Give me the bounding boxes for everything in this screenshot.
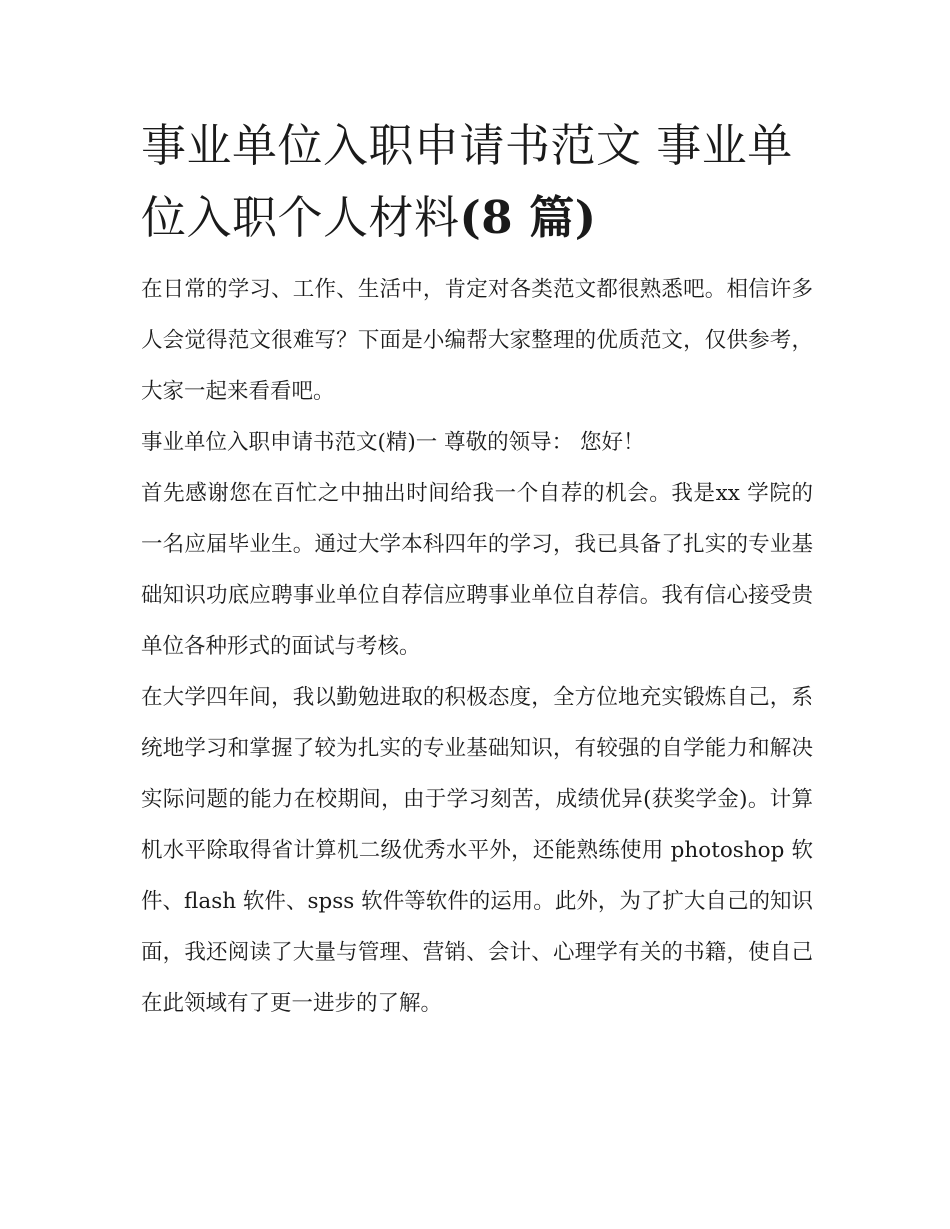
document-page	[141, 110, 813, 1029]
self-introduction-paragraph: 首先感谢您在百忙之中抽出时间给我一个自荐的机会。我是xx 学院的一名应届毕业生。通过大学本科四年的学习，我已具备了扎实的专业基础知识功底应聘事业单位自荐信应聘事业单位自荐信。我有信心接受贵单位各种形式的面试与考核。	[141, 481, 813, 659]
greeting-paragraph: 事业单位入职申请书范文(精)一 尊敬的领导： 您好！	[141, 430, 645, 455]
intro-paragraph: 在日常的学习、工作、生活中，肯定对各类范文都很熟悉吧。相信许多人会觉得范文很难写？下面是小编帮大家整理的优质范文，仅供参考，大家一起来看看吧。	[141, 277, 813, 404]
title-main-text: 事业单位入职申请书范文 事业单位入职个人材料	[141, 119, 793, 244]
title-count-number: (8	[459, 191, 514, 244]
title-count-unit: 篇)	[513, 191, 597, 244]
document-body	[141, 264, 813, 1029]
document-title	[141, 110, 813, 254]
university-experience-paragraph: 在大学四年间，我以勤勉进取的积极态度，全方位地充实锻炼自己，系统地学习和掌握了较为扎实的专业基础知识，有较强的自学能力和解决实际问题的能力在校期间，由于学习刻苦，成绩优异(获奖学金)。计算机水平除取得省计算机二级优秀水平外，还能熟练使用 photoshop 软件、flash 软件、spss 软件等软件的运用。此外，为了扩大自己的知识面，我还阅读了大量与管理、营销、会计、心理学有关的书籍，使自己在此领域有了更一进步的了解。	[141, 685, 813, 1016]
